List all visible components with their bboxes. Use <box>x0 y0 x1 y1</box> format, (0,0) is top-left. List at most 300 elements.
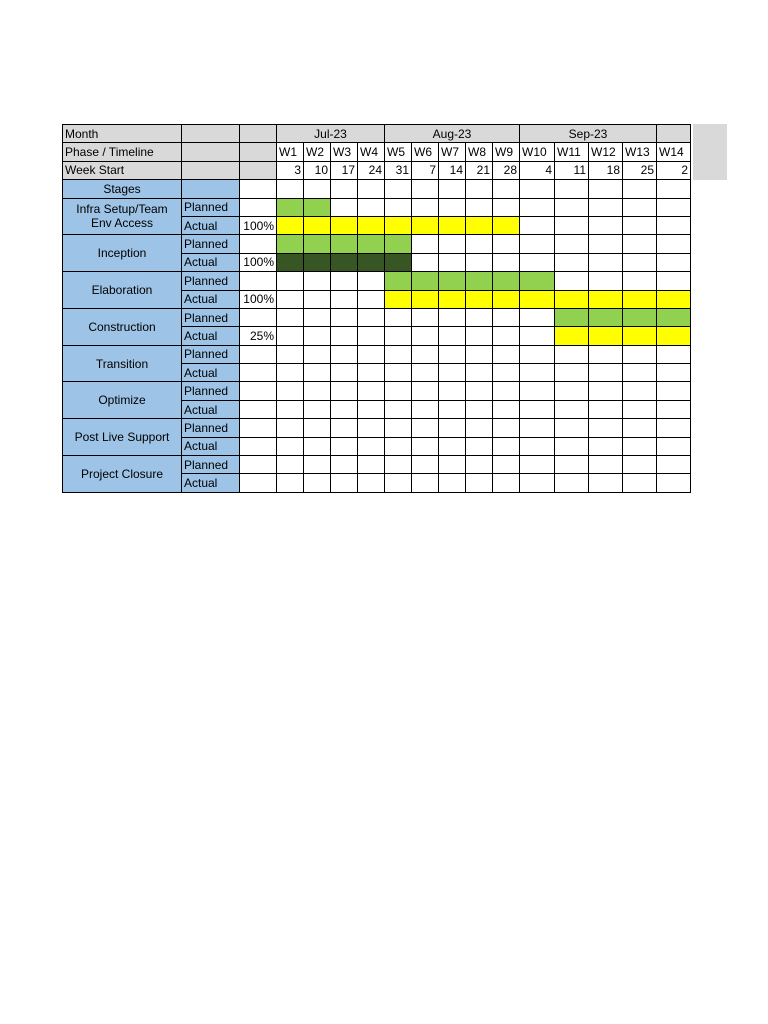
week-start-cell: 24 <box>358 161 385 179</box>
completion-percent <box>240 235 277 253</box>
month-cell: Sep-23 <box>520 125 657 143</box>
timeline-cell <box>277 308 304 326</box>
timeline-cell <box>657 419 691 437</box>
timeline-cell <box>493 456 520 474</box>
timeline-cell <box>589 400 623 418</box>
timeline-cell <box>555 272 589 290</box>
timeline-cell <box>555 327 589 345</box>
timeline-cell <box>657 235 691 253</box>
timeline-cell <box>493 235 520 253</box>
timeline-cell <box>493 345 520 363</box>
timeline-cell <box>589 474 623 492</box>
timeline-cell <box>589 308 623 326</box>
timeline-cell <box>385 382 412 400</box>
week-label-cell: W9 <box>493 143 520 161</box>
timeline-cell <box>439 400 466 418</box>
timeline-cell <box>439 364 466 382</box>
timeline-cell <box>657 345 691 363</box>
timeline-cell <box>589 198 623 216</box>
planned-label: Planned <box>182 308 240 326</box>
timeline-cell <box>589 419 623 437</box>
timeline-cell <box>385 400 412 418</box>
timeline-cell <box>657 364 691 382</box>
timeline-cell <box>657 308 691 326</box>
timeline-cell <box>385 290 412 308</box>
timeline-cell <box>412 290 439 308</box>
timeline-cell <box>520 400 555 418</box>
grid-cell <box>304 180 331 198</box>
timeline-cell <box>623 474 657 492</box>
timeline-cell <box>623 308 657 326</box>
grid-cell <box>623 180 657 198</box>
timeline-cell <box>555 235 589 253</box>
week-label-cell: W2 <box>304 143 331 161</box>
timeline-cell <box>439 198 466 216</box>
timeline-cell <box>623 235 657 253</box>
timeline-cell <box>277 382 304 400</box>
week-label-cell: W7 <box>439 143 466 161</box>
timeline-cell <box>331 400 358 418</box>
completion-percent <box>240 345 277 363</box>
timeline-cell <box>555 345 589 363</box>
timeline-cell <box>589 253 623 271</box>
timeline-cell <box>520 198 555 216</box>
timeline-cell <box>331 198 358 216</box>
stage-name: Construction <box>63 308 182 345</box>
timeline-cell <box>277 419 304 437</box>
timeline-cell <box>277 198 304 216</box>
actual-label: Actual <box>182 327 240 345</box>
timeline-cell <box>520 216 555 234</box>
timeline-cell <box>304 253 331 271</box>
timeline-cell <box>623 327 657 345</box>
stages-header-row <box>63 180 691 198</box>
actual-label: Actual <box>182 474 240 492</box>
empty-cell <box>182 180 240 198</box>
timeline-cell <box>466 400 493 418</box>
timeline-cell <box>331 419 358 437</box>
timeline-cell <box>412 474 439 492</box>
timeline-cell <box>331 253 358 271</box>
timeline-cell <box>358 308 385 326</box>
timeline-cell <box>331 345 358 363</box>
timeline-cell <box>439 456 466 474</box>
timeline-cell <box>412 437 439 455</box>
timeline-cell <box>657 474 691 492</box>
timeline-cell <box>358 419 385 437</box>
timeline-cell <box>520 419 555 437</box>
grid-cell <box>589 180 623 198</box>
grid-cell <box>240 180 277 198</box>
completion-percent <box>240 474 277 492</box>
timeline-cell <box>304 382 331 400</box>
timeline-cell <box>439 235 466 253</box>
timeline-cell <box>385 456 412 474</box>
actual-label: Actual <box>182 400 240 418</box>
planned-label: Planned <box>182 235 240 253</box>
week-label-cell: W11 <box>555 143 589 161</box>
grid-cell <box>331 180 358 198</box>
timeline-cell <box>657 198 691 216</box>
timeline-cell <box>493 400 520 418</box>
timeline-cell <box>277 437 304 455</box>
week-start-cell: 25 <box>623 161 657 179</box>
stage-planned-row <box>63 235 691 253</box>
timeline-cell <box>412 419 439 437</box>
timeline-cell <box>277 400 304 418</box>
timeline-cell <box>277 253 304 271</box>
timeline-cell <box>493 290 520 308</box>
grid-cell <box>657 180 691 198</box>
week-label-cell: W3 <box>331 143 358 161</box>
completion-percent <box>240 364 277 382</box>
stage-name: Inception <box>63 235 182 272</box>
timeline-cell <box>439 382 466 400</box>
timeline-cell <box>304 474 331 492</box>
stage-name: Transition <box>63 345 182 382</box>
timeline-cell <box>555 290 589 308</box>
timeline-cell <box>277 290 304 308</box>
phase-timeline-label: Phase / Timeline <box>63 143 182 161</box>
timeline-cell <box>466 198 493 216</box>
completion-percent <box>240 419 277 437</box>
timeline-cell <box>358 400 385 418</box>
timeline-cell <box>412 400 439 418</box>
timeline-cell <box>555 419 589 437</box>
timeline-cell <box>385 198 412 216</box>
timeline-cell <box>589 327 623 345</box>
timeline-cell <box>466 437 493 455</box>
timeline-cell <box>304 327 331 345</box>
timeline-cell <box>493 253 520 271</box>
timeline-cell <box>466 308 493 326</box>
timeline-cell <box>555 437 589 455</box>
timeline-cell <box>623 382 657 400</box>
timeline-cell <box>439 419 466 437</box>
month-cell <box>657 125 691 143</box>
empty-cell <box>182 125 240 143</box>
timeline-cell <box>623 345 657 363</box>
empty-cell <box>182 161 240 179</box>
timeline-cell <box>412 364 439 382</box>
timeline-cell <box>304 308 331 326</box>
week-start-cell: 31 <box>385 161 412 179</box>
grid-cell <box>493 180 520 198</box>
timeline-cell <box>466 474 493 492</box>
planned-label: Planned <box>182 419 240 437</box>
actual-label: Actual <box>182 437 240 455</box>
grid-cell <box>520 180 555 198</box>
empty-cell <box>182 143 240 161</box>
timeline-cell <box>331 437 358 455</box>
timeline-cell <box>412 253 439 271</box>
completion-percent <box>240 198 277 216</box>
completion-percent: 100% <box>240 253 277 271</box>
timeline-cell <box>277 345 304 363</box>
week-label-cell: W13 <box>623 143 657 161</box>
stage-name: Optimize <box>63 382 182 419</box>
timeline-cell <box>623 400 657 418</box>
grid-cell <box>385 180 412 198</box>
timeline-cell <box>466 272 493 290</box>
timeline-cell <box>358 272 385 290</box>
timeline-cell <box>412 198 439 216</box>
timeline-cell <box>623 364 657 382</box>
planned-label: Planned <box>182 198 240 216</box>
timeline-cell <box>412 308 439 326</box>
stage-planned-row <box>63 198 691 216</box>
stage-planned-row <box>63 272 691 290</box>
timeline-cell <box>520 253 555 271</box>
week-start-cell: 10 <box>304 161 331 179</box>
timeline-cell <box>520 290 555 308</box>
timeline-cell <box>555 308 589 326</box>
timeline-cell <box>385 235 412 253</box>
timeline-cell <box>520 474 555 492</box>
timeline-cell <box>358 456 385 474</box>
timeline-cell <box>493 437 520 455</box>
timeline-cell <box>555 198 589 216</box>
stage-planned-row <box>63 419 691 437</box>
timeline-cell <box>466 253 493 271</box>
stage-planned-row <box>63 308 691 326</box>
timeline-cell <box>589 290 623 308</box>
week-label-cell: W12 <box>589 143 623 161</box>
actual-label: Actual <box>182 253 240 271</box>
timeline-cell <box>466 235 493 253</box>
timeline-cell <box>304 290 331 308</box>
timeline-cell <box>555 456 589 474</box>
timeline-cell <box>657 382 691 400</box>
stage-name: Post Live Support <box>63 419 182 456</box>
timeline-cell <box>358 198 385 216</box>
timeline-cell <box>358 290 385 308</box>
actual-label: Actual <box>182 216 240 234</box>
week-start-cell: 21 <box>466 161 493 179</box>
timeline-cell <box>493 419 520 437</box>
grid-cell <box>439 180 466 198</box>
month-label: Month <box>63 125 182 143</box>
week-label-cell: W1 <box>277 143 304 161</box>
timeline-cell <box>439 272 466 290</box>
timeline-cell <box>657 456 691 474</box>
gantt-table <box>62 124 691 493</box>
timeline-cell <box>555 474 589 492</box>
timeline-cell <box>657 400 691 418</box>
timeline-cell <box>412 456 439 474</box>
completion-percent <box>240 400 277 418</box>
timeline-cell <box>412 216 439 234</box>
timeline-cell <box>493 272 520 290</box>
empty-cell <box>240 143 277 161</box>
timeline-cell <box>277 474 304 492</box>
grid-cell <box>412 180 439 198</box>
timeline-cell <box>412 345 439 363</box>
timeline-cell <box>439 216 466 234</box>
timeline-cell <box>358 253 385 271</box>
timeline-cell <box>331 290 358 308</box>
timeline-cell <box>589 345 623 363</box>
timeline-cell <box>555 364 589 382</box>
timeline-cell <box>277 272 304 290</box>
week-start-cell: 7 <box>412 161 439 179</box>
timeline-cell <box>412 272 439 290</box>
timeline-cell <box>358 345 385 363</box>
timeline-cell <box>331 456 358 474</box>
week-start-row <box>63 161 691 179</box>
timeline-cell <box>466 290 493 308</box>
timeline-cell <box>589 216 623 234</box>
stage-planned-row <box>63 456 691 474</box>
timeline-cell <box>520 308 555 326</box>
timeline-cell <box>385 272 412 290</box>
planned-label: Planned <box>182 382 240 400</box>
timeline-cell <box>385 253 412 271</box>
timeline-cell <box>304 345 331 363</box>
timeline-cell <box>439 327 466 345</box>
completion-percent <box>240 308 277 326</box>
week-start-cell: 17 <box>331 161 358 179</box>
timeline-cell <box>277 216 304 234</box>
week-label-cell: W14 <box>657 143 691 161</box>
timeline-cell <box>657 437 691 455</box>
timeline-cell <box>520 364 555 382</box>
timeline-cell <box>657 272 691 290</box>
timeline-cell <box>277 327 304 345</box>
week-start-cell: 3 <box>277 161 304 179</box>
timeline-cell <box>304 364 331 382</box>
month-cell: Jul-23 <box>277 125 385 143</box>
timeline-cell <box>277 364 304 382</box>
timeline-cell <box>520 327 555 345</box>
timeline-cell <box>385 327 412 345</box>
timeline-cell <box>623 253 657 271</box>
planned-label: Planned <box>182 345 240 363</box>
timeline-cell <box>657 290 691 308</box>
timeline-cell <box>589 382 623 400</box>
timeline-cell <box>657 253 691 271</box>
timeline-cell <box>623 216 657 234</box>
timeline-cell <box>385 308 412 326</box>
timeline-cell <box>385 437 412 455</box>
timeline-cell <box>466 382 493 400</box>
week-start-label: Week Start <box>63 161 182 179</box>
week-start-cell: 14 <box>439 161 466 179</box>
timeline-cell <box>331 272 358 290</box>
completion-percent <box>240 437 277 455</box>
timeline-cell <box>358 327 385 345</box>
timeline-cell <box>277 235 304 253</box>
timeline-cell <box>385 216 412 234</box>
timeline-cell <box>304 419 331 437</box>
stage-name: Project Closure <box>63 456 182 493</box>
timeline-cell <box>555 216 589 234</box>
empty-cell <box>240 161 277 179</box>
timeline-cell <box>623 437 657 455</box>
timeline-cell <box>439 308 466 326</box>
completion-percent: 100% <box>240 216 277 234</box>
sheet-gray-region <box>693 124 727 180</box>
timeline-cell <box>520 272 555 290</box>
timeline-cell <box>331 327 358 345</box>
week-start-cell: 28 <box>493 161 520 179</box>
timeline-cell <box>304 216 331 234</box>
timeline-cell <box>439 437 466 455</box>
timeline-cell <box>520 456 555 474</box>
timeline-cell <box>493 308 520 326</box>
timeline-cell <box>466 364 493 382</box>
timeline-cell <box>589 364 623 382</box>
timeline-cell <box>623 419 657 437</box>
timeline-cell <box>277 456 304 474</box>
timeline-cell <box>439 253 466 271</box>
timeline-cell <box>520 437 555 455</box>
completion-percent <box>240 456 277 474</box>
timeline-cell <box>331 308 358 326</box>
timeline-cell <box>331 474 358 492</box>
timeline-cell <box>331 364 358 382</box>
timeline-cell <box>520 345 555 363</box>
planned-label: Planned <box>182 456 240 474</box>
timeline-cell <box>331 382 358 400</box>
month-cell: Aug-23 <box>385 125 520 143</box>
completion-percent <box>240 382 277 400</box>
timeline-cell <box>520 235 555 253</box>
timeline-cell <box>304 198 331 216</box>
timeline-cell <box>358 235 385 253</box>
timeline-cell <box>589 437 623 455</box>
phase-timeline-row <box>63 143 691 161</box>
timeline-cell <box>412 382 439 400</box>
stage-name: Infra Setup/Team Env Access <box>63 198 182 235</box>
timeline-cell <box>657 216 691 234</box>
grid-cell <box>277 180 304 198</box>
timeline-cell <box>304 235 331 253</box>
timeline-cell <box>385 364 412 382</box>
timeline-cell <box>439 345 466 363</box>
timeline-cell <box>358 216 385 234</box>
grid-cell <box>358 180 385 198</box>
timeline-cell <box>466 327 493 345</box>
timeline-cell <box>304 400 331 418</box>
timeline-cell <box>385 345 412 363</box>
timeline-cell <box>358 437 385 455</box>
timeline-cell <box>623 272 657 290</box>
timeline-cell <box>358 474 385 492</box>
timeline-cell <box>466 456 493 474</box>
grid-cell <box>555 180 589 198</box>
week-start-cell: 11 <box>555 161 589 179</box>
timeline-cell <box>493 198 520 216</box>
timeline-cell <box>466 419 493 437</box>
timeline-cell <box>466 216 493 234</box>
timeline-cell <box>623 290 657 308</box>
week-label-cell: W8 <box>466 143 493 161</box>
timeline-cell <box>331 235 358 253</box>
timeline-cell <box>623 456 657 474</box>
week-start-cell: 4 <box>520 161 555 179</box>
completion-percent: 100% <box>240 290 277 308</box>
timeline-cell <box>493 382 520 400</box>
week-label-cell: W10 <box>520 143 555 161</box>
timeline-cell <box>555 400 589 418</box>
timeline-cell <box>331 216 358 234</box>
empty-cell <box>240 125 277 143</box>
timeline-cell <box>439 474 466 492</box>
timeline-cell <box>493 327 520 345</box>
month-row <box>63 125 691 143</box>
timeline-cell <box>493 364 520 382</box>
